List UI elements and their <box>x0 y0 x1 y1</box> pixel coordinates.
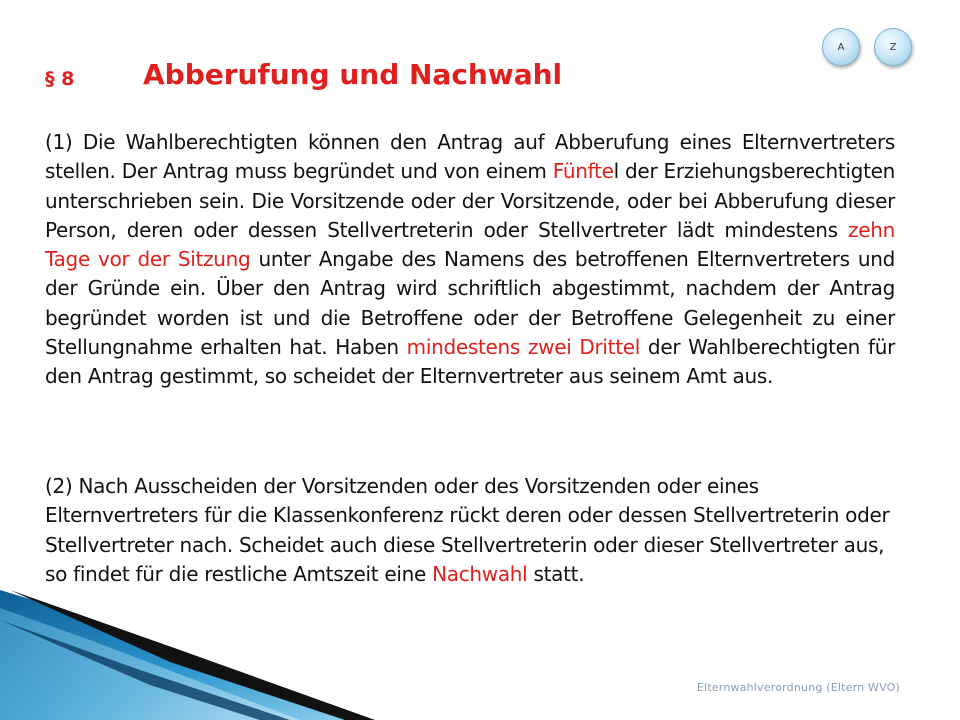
nav-button-a-label: A <box>837 41 845 53</box>
paragraph-text: unter Angabe des Namens des betroffenen Elternvertreters und der Gründe ein. Über den Antrag wird schriftlich abgestimmt, nachdem der Antrag begründet worden ist und die Betroffene oder der Betroffene Gelegenheit zu einer Stellungnahme erhalten hat. Haben <box>45 247 895 360</box>
nav-button-a[interactable] <box>822 28 860 66</box>
paragraph-1 <box>45 128 895 392</box>
highlighted-text: Nachwahl <box>432 561 528 586</box>
footer-text: Elternwahlverordnung (Eltern WVO) <box>696 681 900 694</box>
highlighted-text: zehn Tage vor der Sitzung <box>45 217 895 272</box>
paragraph-text: statt. <box>527 561 585 586</box>
paragraph-text: l der Erziehungsberechtigten unterschrieben sein. Die Vorsitzende oder der Vorsitzende, oder bei Abberufung dieser Person, deren oder dessen Stellvertreterin oder Stellvertreter lädt mindestens <box>45 159 895 242</box>
paragraph-text: (2) Nach Ausscheiden der Vorsitzenden oder des Vorsitzenden oder eines Elternvertreters für die Klassenkonferenz rückt deren oder dessen Stellvertreterin oder Stellvertreter nach. Scheidet auch diese Stellvertreterin oder dieser Stellvertreter aus, so findet für die restliche Amtszeit eine <box>45 474 890 586</box>
paragraph-text: der Wahlberechtigten für den Antrag gestimmt, so scheidet der Elternvertreter aus seinem Amt aus. <box>45 335 895 389</box>
section-number: § 8 <box>45 68 75 90</box>
paragraph-2 <box>45 472 895 589</box>
highlighted-text: mindestens zwei Drittel <box>406 335 641 360</box>
decorative-swoosh <box>0 590 400 720</box>
nav-button-z-label: Z <box>889 41 897 53</box>
paragraph-text: (1) Die Wahlberechtigten können den Antrag auf Abberufung eines Elternvertreters stellen. Der Antrag muss begründet und von einem <box>45 130 895 184</box>
section-title: Abberufung und Nachwahl <box>143 58 563 91</box>
highlighted-text: Fünfte <box>552 159 614 184</box>
nav-button-z[interactable] <box>874 28 912 66</box>
